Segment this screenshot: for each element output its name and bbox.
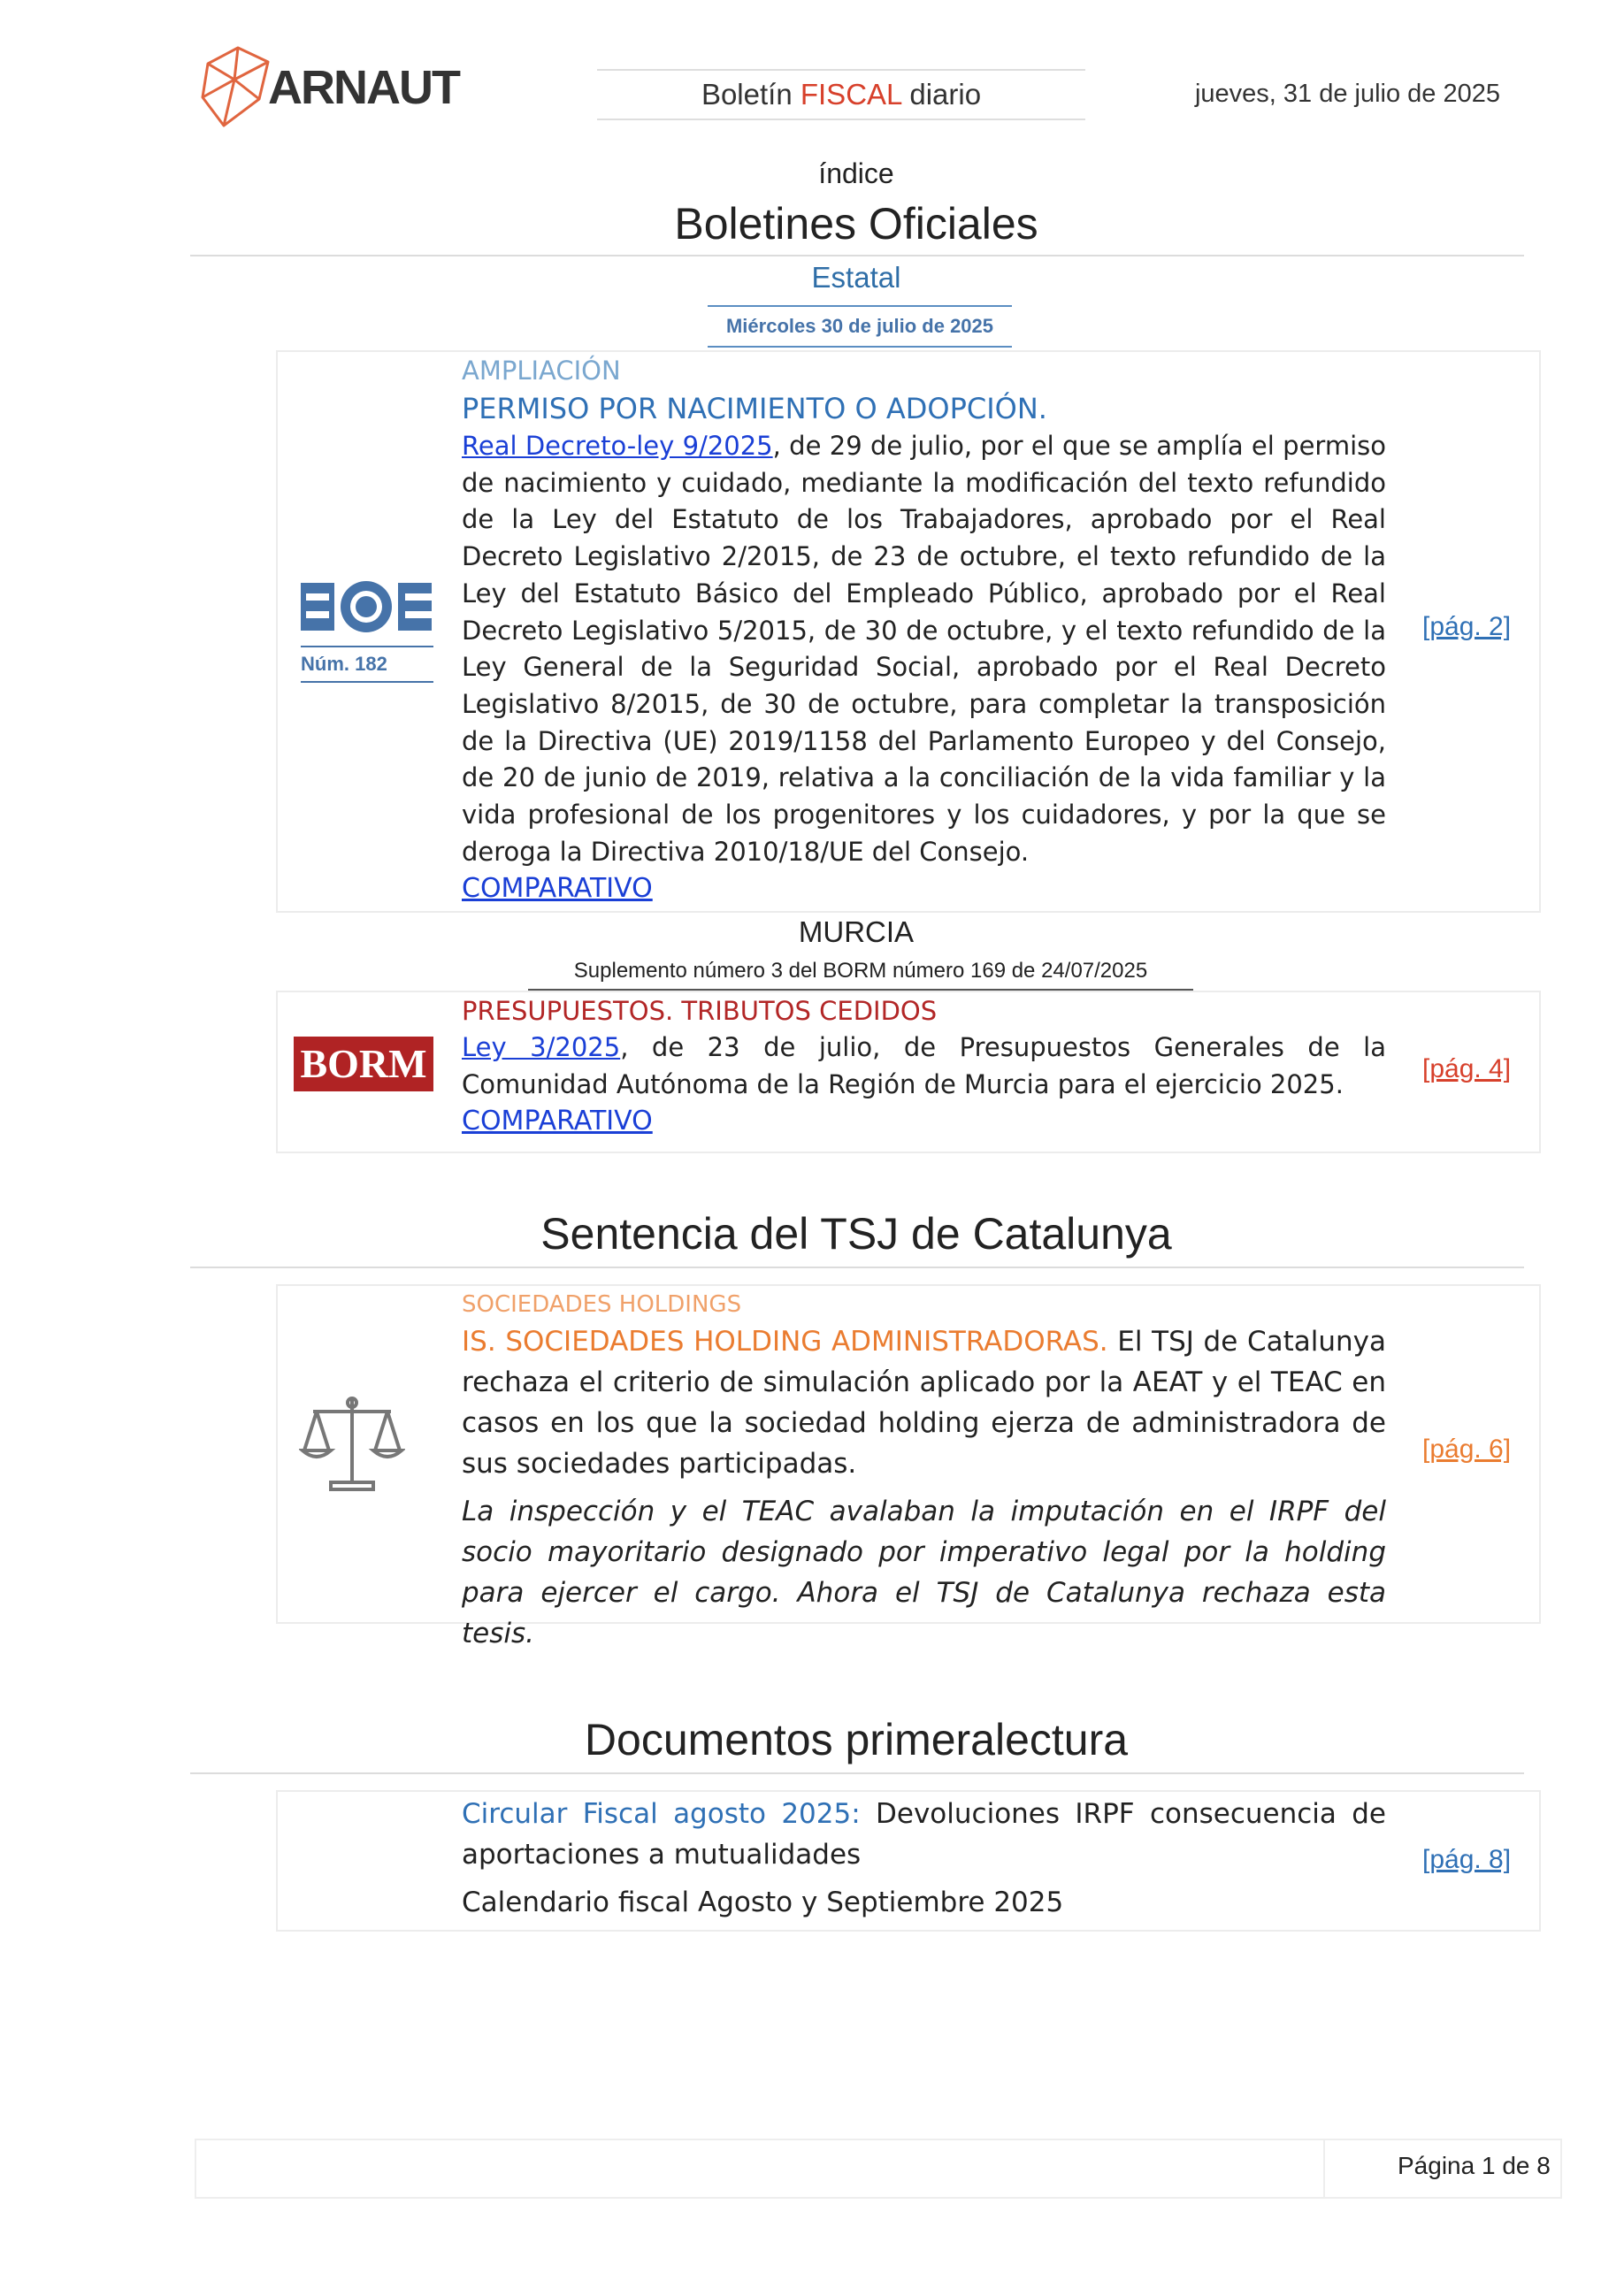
boe-logo <box>301 579 433 694</box>
footer-box <box>195 2139 1562 2199</box>
borm-page-ref-link[interactable]: [pág. 4] <box>1422 1054 1512 1083</box>
boe-law-link[interactable]: Real Decreto-ley 9/2025 <box>462 431 773 461</box>
section-title-boletines: Boletines Oficiales <box>674 199 1038 249</box>
borm-logo-text: BORM <box>300 1041 427 1086</box>
documentos-entry-content <box>462 1794 1386 1923</box>
section-title-documentos: Documentos primeralectura <box>584 1715 1129 1764</box>
boe-headline: PERMISO POR NACIMIENTO O ADOPCIÓN. <box>462 392 1047 425</box>
circular-label: Circular Fiscal agosto 2025: <box>462 1798 861 1830</box>
murcia-label: MURCIA <box>798 915 915 948</box>
sentencia-page-ref-link[interactable]: [pág. 6] <box>1422 1435 1512 1464</box>
borm-body-paragraph <box>462 1029 1386 1103</box>
borm-law-link[interactable]: Ley 3/2025 <box>462 1032 621 1062</box>
documentos-page-ref-link[interactable]: [pág. 8] <box>1422 1845 1512 1874</box>
circular-body-text: Devoluciones IRPF consecuencia de aportaciones a mutualidades <box>462 1798 1386 1871</box>
boe-page-ref-link[interactable]: [pág. 2] <box>1422 612 1512 641</box>
borm-entry-content <box>462 992 1386 1140</box>
borm-kicker: PRESUPUESTOS. TRIBUTOS CEDIDOS <box>462 996 938 1026</box>
bulletin-suffix: diario <box>909 78 982 111</box>
arnaut-logo-text: ARNAUT <box>268 61 459 114</box>
borm-body-text: , de 23 de julio, de Presupuestos Generales de la Comunidad Autónoma de la Región de Murcia para el ejercicio 2025. <box>462 1032 1386 1099</box>
bulletin-prefix: Boletín <box>701 78 793 111</box>
circular-paragraph <box>462 1794 1386 1875</box>
section-title-sentencia: Sentencia del TSJ de Catalunya <box>540 1209 1172 1259</box>
sentencia-kicker: SOCIEDADES HOLDINGS <box>462 1291 742 1318</box>
index-label: índice <box>818 157 894 189</box>
footer-divider <box>1323 2139 1325 2199</box>
bulletin-title <box>597 69 1085 120</box>
scales-of-justice-icon <box>299 1394 405 1495</box>
boe-number-box <box>301 646 433 683</box>
borm-comparativo-link[interactable]: COMPARATIVO <box>462 1106 653 1137</box>
boe-entry-content <box>462 352 1386 907</box>
boe-kicker: AMPLIACIÓN <box>462 356 621 386</box>
boe-logo-icon <box>301 579 432 634</box>
sentencia-entry-content <box>462 1288 1386 1654</box>
sentencia-italic-paragraph: La inspección y el TEAC avalaban la imputación en el IRPF del socio mayoritario designado por imperativo legal por la holding para ejercer el cargo. Ahora el TSJ de Catalunya rechaza esta tesis. <box>462 1496 1386 1649</box>
page-number: Página 1 de 8 <box>1398 2152 1551 2179</box>
section-divider <box>190 1772 1524 1774</box>
boe-number: Núm. 182 <box>301 653 387 675</box>
sentencia-body-text: El TSJ de Catalunya rechaza el criterio de simulación aplicado por la AEAT y el TEAC en casos en los que la sociedad holding ejerza de administradora de sus sociedades participadas. <box>462 1326 1387 1480</box>
sentencia-headline: IS. SOCIEDADES HOLDING ADMINISTRADORAS. <box>462 1326 1108 1358</box>
calendar-item: Calendario fiscal Agosto y Septiembre 2025 <box>462 1887 1064 1918</box>
estatal-label: Estatal <box>811 261 901 294</box>
section-divider <box>190 255 1524 256</box>
boe-body-paragraph <box>462 428 1386 870</box>
header-date: jueves, 31 de julio de 2025 <box>1194 80 1500 108</box>
boe-date-label: Miércoles 30 de julio de 2025 <box>708 305 1012 348</box>
borm-subtitle: Suplemento número 3 del BORM número 169 de 24/07/2025 <box>528 955 1193 991</box>
boe-body-text: , de 29 de julio, por el que se amplía el permiso de nacimiento y cuidado, mediante la modificación del texto refundido de la Ley del Estatuto de los Trabajadores, aprobado por el Real Decreto Legislativo 2/2015, de 23 de octubre, el texto refundido de la Ley del Estatuto Básico del Empleado Público, aprobado por el Real Decreto Legislativo 5/2015, de 30 de octubre, y el texto refundido de la Ley General de la Seguridad Social, aprobado por el Real Decreto Legislativo 8/2015, de 30 de octubre, para completar la transposición de la Directiva (UE) 2019/1158 del Parlamento Europeo y del Consejo, de 20 de junio de 2019, relativa a la conciliación de la vida familiar y la vida profesional de los progenitores y los cuidadores, y por la que se deroga la Directiva 2010/18/UE del Consejo. <box>462 431 1386 867</box>
section-divider <box>190 1267 1524 1268</box>
bulletin-accent: FISCAL <box>800 78 902 111</box>
arnaut-logo-icon <box>199 44 272 129</box>
borm-logo <box>294 1037 433 1091</box>
sentencia-body-paragraph <box>462 1321 1386 1484</box>
boe-comparativo-link[interactable]: COMPARATIVO <box>462 873 653 905</box>
